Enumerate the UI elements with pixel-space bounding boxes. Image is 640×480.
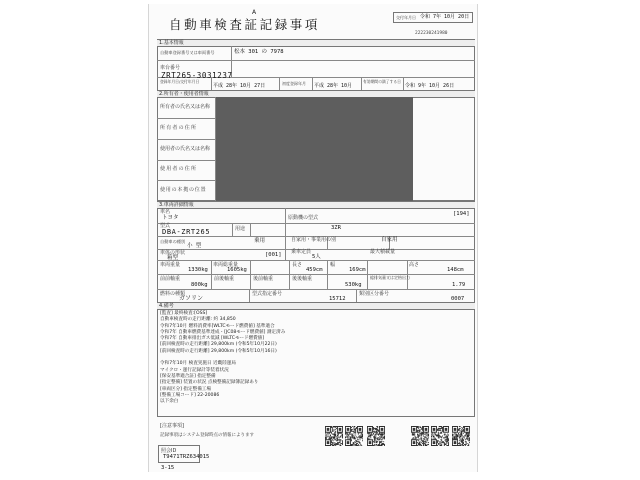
max-load-label: 最大積載量 — [370, 249, 396, 255]
rf-axle-label: 後前軸重 — [253, 276, 274, 282]
remark-line: 令和7年10月 燃料消費率[WLTCモード燃費値] 基準適合 — [160, 323, 275, 329]
first-year-label: 初度登録年月 — [282, 81, 306, 86]
section-1-header: 1.基本情報 — [157, 39, 475, 47]
chassis-label: 車台番号 — [160, 65, 181, 71]
first-reg-label: 登録年月日/交付年月日 — [160, 79, 200, 84]
capacity-value: 5人 — [312, 254, 321, 260]
remark-line: [保安基準適合証] 指定整備 — [160, 373, 216, 379]
remark-line: [指定整備] 装置の状況 点検整備記録簿記録あり — [160, 380, 259, 386]
base-location-label: 使用の本拠の位置 — [160, 187, 207, 193]
user-address-label: 使用者の住所 — [160, 166, 198, 172]
make-label: 車名 — [160, 209, 171, 215]
chassis-value: ZRT265-3031237 — [161, 71, 233, 80]
remark-line: [前回検査時の走行距離] 29,800km (令和5年10月16日) — [160, 348, 277, 354]
remark-line: 自動車検査時の走行距離: 約 34,850 — [160, 317, 236, 323]
qr-code-4 — [411, 426, 429, 446]
fr-axle-label: 前後軸重 — [214, 276, 235, 282]
remark-line: [車両区分] 指定整備工場 — [160, 386, 211, 392]
remarks-list — [160, 311, 400, 405]
body-label: 車体の形状 — [160, 250, 186, 256]
reg-number-value: 松本 301 の 7978 — [234, 49, 284, 55]
qr-code-5 — [431, 426, 449, 446]
capacity-label: 乗車定員 — [291, 249, 312, 255]
remark-line: 令和7年10月 検査実施日 近畿陸運局 — [160, 361, 237, 367]
use-value: 乗用 — [254, 238, 266, 244]
category-value: 0007 — [451, 296, 465, 302]
qr-code-6 — [452, 426, 470, 446]
inquiry-id-label: 照会ID — [161, 448, 177, 454]
purpose-value: 自家用 — [381, 237, 398, 243]
vehicle-type-label: 自動車の種別 — [160, 239, 186, 244]
type-cert-value: 15712 — [329, 296, 346, 302]
ff-axle-label: 前前軸重 — [160, 276, 181, 282]
width-label: 幅 — [330, 262, 336, 268]
gross-weight-label: 車両総重量 — [213, 262, 239, 268]
expiry-label: 有効期間の満了する日 — [363, 79, 401, 84]
weight-value: 1330kg — [188, 267, 208, 273]
remark-line: [監査] 最終検査:[OSS] — [160, 311, 208, 316]
length-value: 459cm — [306, 267, 323, 273]
qr-code-3 — [367, 426, 385, 446]
remark-line: 令和7年 自動車燃費基準達成・[JC08モード燃費値] 測定済み — [160, 329, 286, 335]
body-code: [001] — [265, 252, 282, 258]
height-label: 高さ — [409, 262, 420, 268]
doc-number: 222230241980 — [415, 31, 448, 36]
remark-line: 令和7年 自動車排出ガス低減 [WLTCモード燃費値] — [160, 336, 265, 342]
fuel-label: 燃料の種類 — [160, 291, 186, 297]
expiry-value: 令和 9年 10月 26日 — [405, 83, 455, 89]
make-value: トヨタ — [162, 215, 179, 221]
inspection-record-sheet — [148, 4, 478, 472]
reg-number-label: 自動車登録番号又は車両番号 — [160, 50, 215, 55]
length-label: 長さ — [292, 262, 303, 268]
remark-line: 以下余白 — [160, 399, 179, 405]
vehicle-type-value: 小 型 — [187, 243, 202, 249]
first-reg-value: 平成 28年 10月 27日 — [213, 83, 266, 89]
issue-date-label: 交付年月日 — [396, 15, 416, 20]
displacement-label: 総排気量又は定格出力 — [370, 275, 410, 280]
gross-weight-value: 1605kg — [227, 267, 247, 273]
inquiry-id-value: T9471TRZ634015 — [163, 454, 210, 460]
issue-date-value: 令和 7年 10月 20日 — [420, 14, 470, 20]
purpose-label: 自家用・事業用の別 — [291, 237, 337, 243]
engine-value: 3ZR — [331, 225, 341, 231]
redacted-owner-info — [216, 97, 413, 201]
fuel-value: ガソリン — [179, 295, 204, 302]
width-value: 169cm — [349, 267, 366, 273]
section-3-header: 3.車両詳細情報 — [157, 201, 475, 209]
height-value: 148cm — [447, 267, 464, 273]
ff-axle-value: 800kg — [191, 282, 208, 288]
page-title: 自動車検査証記録事項 — [169, 17, 321, 32]
qr-code-2 — [345, 426, 363, 446]
section-4-header: 4.備考 — [157, 302, 475, 310]
use-label: 用途 — [235, 226, 246, 232]
notice-label: [注意事項] — [160, 423, 184, 429]
owner-name-label: 所有者の氏名又は名称 — [160, 104, 211, 110]
user-name-label: 使用者の氏名又は名称 — [160, 146, 211, 152]
issue-date-box — [393, 12, 473, 23]
notice-text: 記録事項はシステム登録時点の情報によります — [160, 433, 255, 438]
owner-address-label: 所有者の住所 — [160, 125, 198, 131]
engine-label: 原動機の型式 — [288, 215, 319, 221]
remark-line: [前回検査時の走行距離] 29,800km (令和5年10月22日) — [160, 342, 277, 348]
body-value: 箱型 — [167, 255, 179, 261]
remark-line: マイクロ・運行記録計等装着状況 — [160, 367, 229, 373]
weight-label: 車両重量 — [160, 262, 181, 268]
doc-marker: A — [252, 9, 257, 16]
qr-code-1 — [325, 426, 343, 446]
make-code: [194] — [453, 211, 470, 217]
rr-axle-value: 530kg — [345, 282, 362, 288]
first-year-value: 平成 28年 10月 — [314, 83, 353, 89]
model-label: 型式 — [160, 223, 171, 229]
model-value: DBA-ZRT265 — [162, 228, 211, 236]
rr-axle-label: 後後軸重 — [292, 276, 313, 282]
displacement-value: 1.79 — [452, 282, 466, 288]
type-cert-label: 型式指定番号 — [252, 291, 283, 297]
category-label: 類別区分番号 — [359, 291, 390, 297]
remark-line: [整備工場コード] 22-20086 — [160, 392, 220, 398]
page-number: 3-15 — [161, 465, 175, 471]
section-2-header: 2.所有者・使用者情報 — [157, 90, 475, 98]
